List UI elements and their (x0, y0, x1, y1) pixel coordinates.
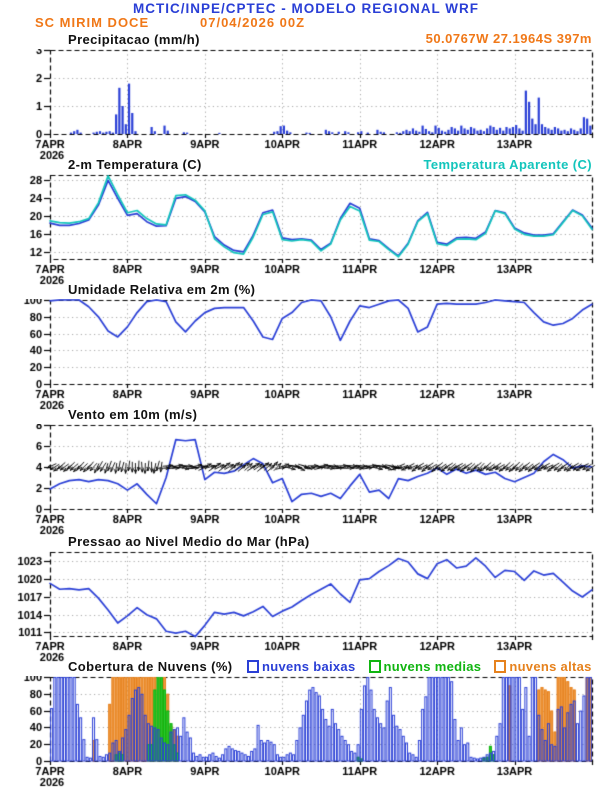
run-datetime: 07/04/2026 00Z (200, 15, 306, 30)
nuvens-medias-swatch (369, 660, 381, 673)
humidity-title: Umidade Relativa em 2m (%) (68, 282, 256, 297)
legend-item-nuvens-baixas (247, 659, 356, 674)
wind-chart (0, 424, 612, 540)
wind-title: Vento em 10m (m/s) (68, 407, 198, 422)
rh-chart (0, 299, 612, 415)
clouds-legend (247, 659, 592, 674)
clouds-title: Cobertura de Nuvens (%) (68, 659, 233, 674)
nuvens-altas-label: nuvens altas (509, 659, 592, 674)
temp-chart (0, 174, 612, 290)
pressure-title: Pressao ao Nivel Medio do Mar (hPa) (68, 534, 310, 549)
nuvens-baixas-label: nuvens baixas (262, 659, 356, 674)
nuvens-altas-swatch (494, 660, 506, 673)
temp-title: 2-m Temperatura (C) (68, 157, 202, 172)
legend-item-nuvens-altas (494, 659, 591, 674)
location-coords: 50.0767W 27.1964S 397m (425, 31, 592, 46)
legend-item-nuvens-medias (369, 659, 482, 674)
nuvens-baixas-swatch (247, 660, 259, 673)
page-title: MCTIC/INPE/CPTEC - MODELO REGIONAL WRF (133, 1, 479, 16)
pressure-chart (0, 551, 612, 667)
clouds-chart (0, 676, 612, 792)
station-name: SC MIRIM DOCE (35, 15, 150, 30)
precip-chart (0, 49, 612, 165)
apparent-temp-legend: Temperatura Aparente (C) (423, 157, 592, 172)
precip-title: Precipitacao (mm/h) (68, 32, 200, 47)
nuvens-medias-label: nuvens medias (383, 659, 482, 674)
